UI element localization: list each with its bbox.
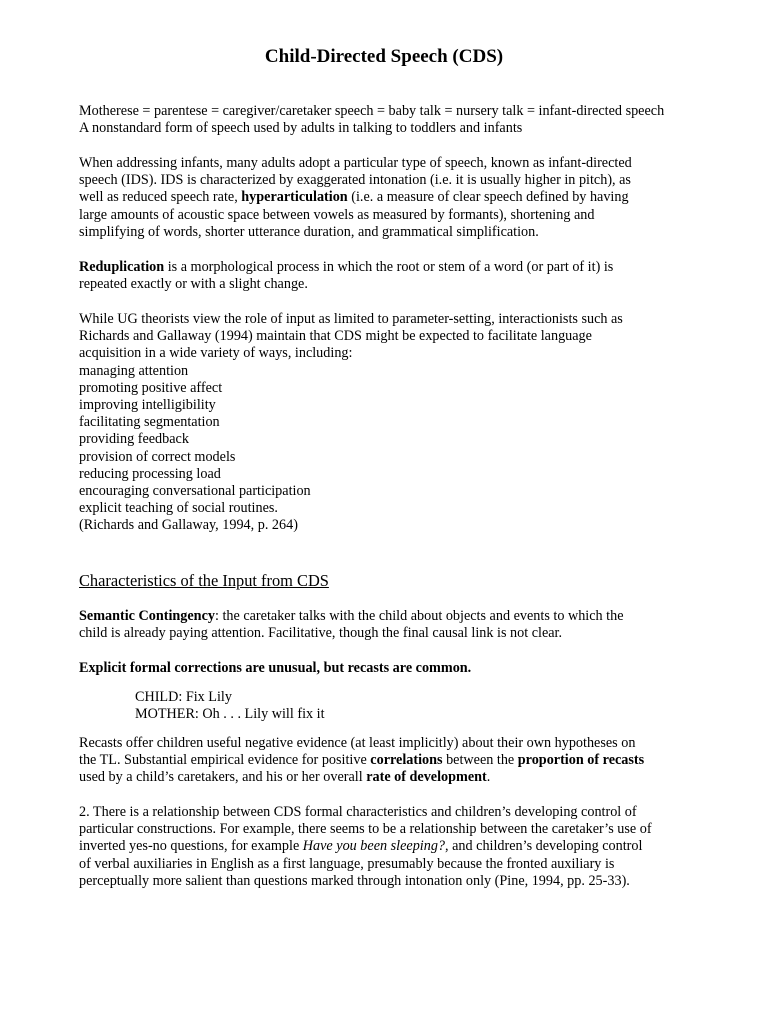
synonyms-line: Motherese = parentese = caregiver/caretaker speech = baby talk = nursery talk = infant-directed speech: [79, 103, 665, 119]
paragraph-line: large amounts of acoustic space between vowels as measured by formants), shortening and: [79, 206, 595, 223]
paragraph-line: While UG theorists view the role of input as limited to parameter-setting, interactionists such as: [79, 311, 623, 327]
example-question: Have you been sleeping?: [302, 838, 446, 855]
mother-utterance: MOTHER: Oh . . . Lily will fix it: [135, 706, 325, 723]
list-item: managing attention: [79, 362, 189, 379]
citation: (Richards and Gallaway, 1994, p. 264): [79, 517, 298, 534]
point-2-paragraph: [79, 804, 719, 890]
semantic-contingency-term: Semantic Contingency: [79, 608, 215, 624]
hyperarticulation-term: hyperarticulation: [241, 189, 348, 206]
reduplication-term: Reduplication: [79, 259, 165, 275]
paragraph-line: speech (IDS). IDS is characterized by exaggerated intonation (i.e. it is usually higher in pitch), as: [79, 172, 631, 189]
paragraph-line: particular constructions. For example, there seems to be a relationship between the caretaker’s use of: [79, 821, 652, 838]
correlations-term: correlations: [370, 752, 443, 769]
intro-block: [79, 103, 719, 137]
list-item: improving intelligibility: [79, 397, 216, 414]
corrections-heading: Explicit formal corrections are unusual, but recasts are common.: [79, 660, 472, 676]
child-utterance: CHILD: Fix Lily: [135, 689, 232, 705]
rate-of-development-term: rate of development: [366, 769, 487, 786]
paragraph-line: When addressing infants, many adults adopt a particular type of speech, known as infant-directed: [79, 155, 632, 171]
list-item: provision of correct models: [79, 448, 236, 465]
paragraph-line: used by a child’s caretakers, and his or her overall rate of development.: [79, 769, 491, 786]
paragraph-line: inverted yes-no questions, for example Have you been sleeping?, and children’s developing control: [79, 838, 643, 855]
paragraph-line: Semantic Contingency: the caretaker talks with the child about objects and events to which the: [79, 608, 624, 624]
list-item: encouraging conversational participation: [79, 483, 311, 500]
recasts-paragraph: [79, 735, 719, 787]
page-title: Child-Directed Speech (CDS): [264, 46, 504, 67]
paragraph-line: simplifying of words, shorter utterance duration, and grammatical simplification.: [79, 223, 539, 240]
paragraph-line: Richards and Gallaway (1994) maintain that CDS might be expected to facilitate language: [79, 328, 592, 345]
list-item: promoting positive affect: [79, 379, 223, 396]
paragraph-line: of verbal auxiliaries in English as a first language, presumably because the fronted auxiliary is: [79, 855, 615, 872]
paragraph-line: child is already paying attention. Facilitative, though the final causal link is not clear.: [79, 625, 563, 642]
ug-paragraph: [79, 311, 719, 535]
list-item: providing feedback: [79, 431, 189, 448]
section-heading: Characteristics of the Input from CDS: [79, 571, 329, 590]
paragraph-line: Recasts offer children useful negative evidence (at least implicitly) about their own hypotheses on: [79, 735, 636, 751]
paragraph-line: Reduplication is a morphological process in which the root or stem of a word (or part of it) is: [79, 259, 614, 275]
list-item: explicit teaching of social routines.: [79, 500, 278, 517]
paragraph-line: well as reduced speech rate, hyperarticulation (i.e. a measure of clear speech defined by having: [79, 189, 629, 206]
paragraph-line: repeated exactly or with a slight change.: [79, 276, 308, 293]
list-item: reducing processing load: [79, 465, 221, 482]
dialogue-example: [79, 689, 768, 723]
semantic-contingency-paragraph: [79, 608, 719, 642]
proportion-of-recasts-term: proportion of recasts: [517, 752, 645, 769]
ids-paragraph: [79, 155, 719, 241]
paragraph-line: the TL. Substantial empirical evidence for positive correlations between the proportion of recasts: [79, 752, 645, 769]
definition-line: A nonstandard form of speech used by adults in talking to toddlers and infants: [79, 120, 523, 137]
paragraph-line: perceptually more salient than questions marked through intonation only (Pine, 1994, pp. 25-33).: [79, 872, 630, 889]
reduplication-paragraph: [79, 259, 719, 293]
list-item: facilitating segmentation: [79, 414, 220, 431]
paragraph-line: 2. There is a relationship between CDS formal characteristics and children’s developing control of: [79, 804, 637, 820]
paragraph-line: acquisition in a wide variety of ways, including:: [79, 345, 353, 362]
